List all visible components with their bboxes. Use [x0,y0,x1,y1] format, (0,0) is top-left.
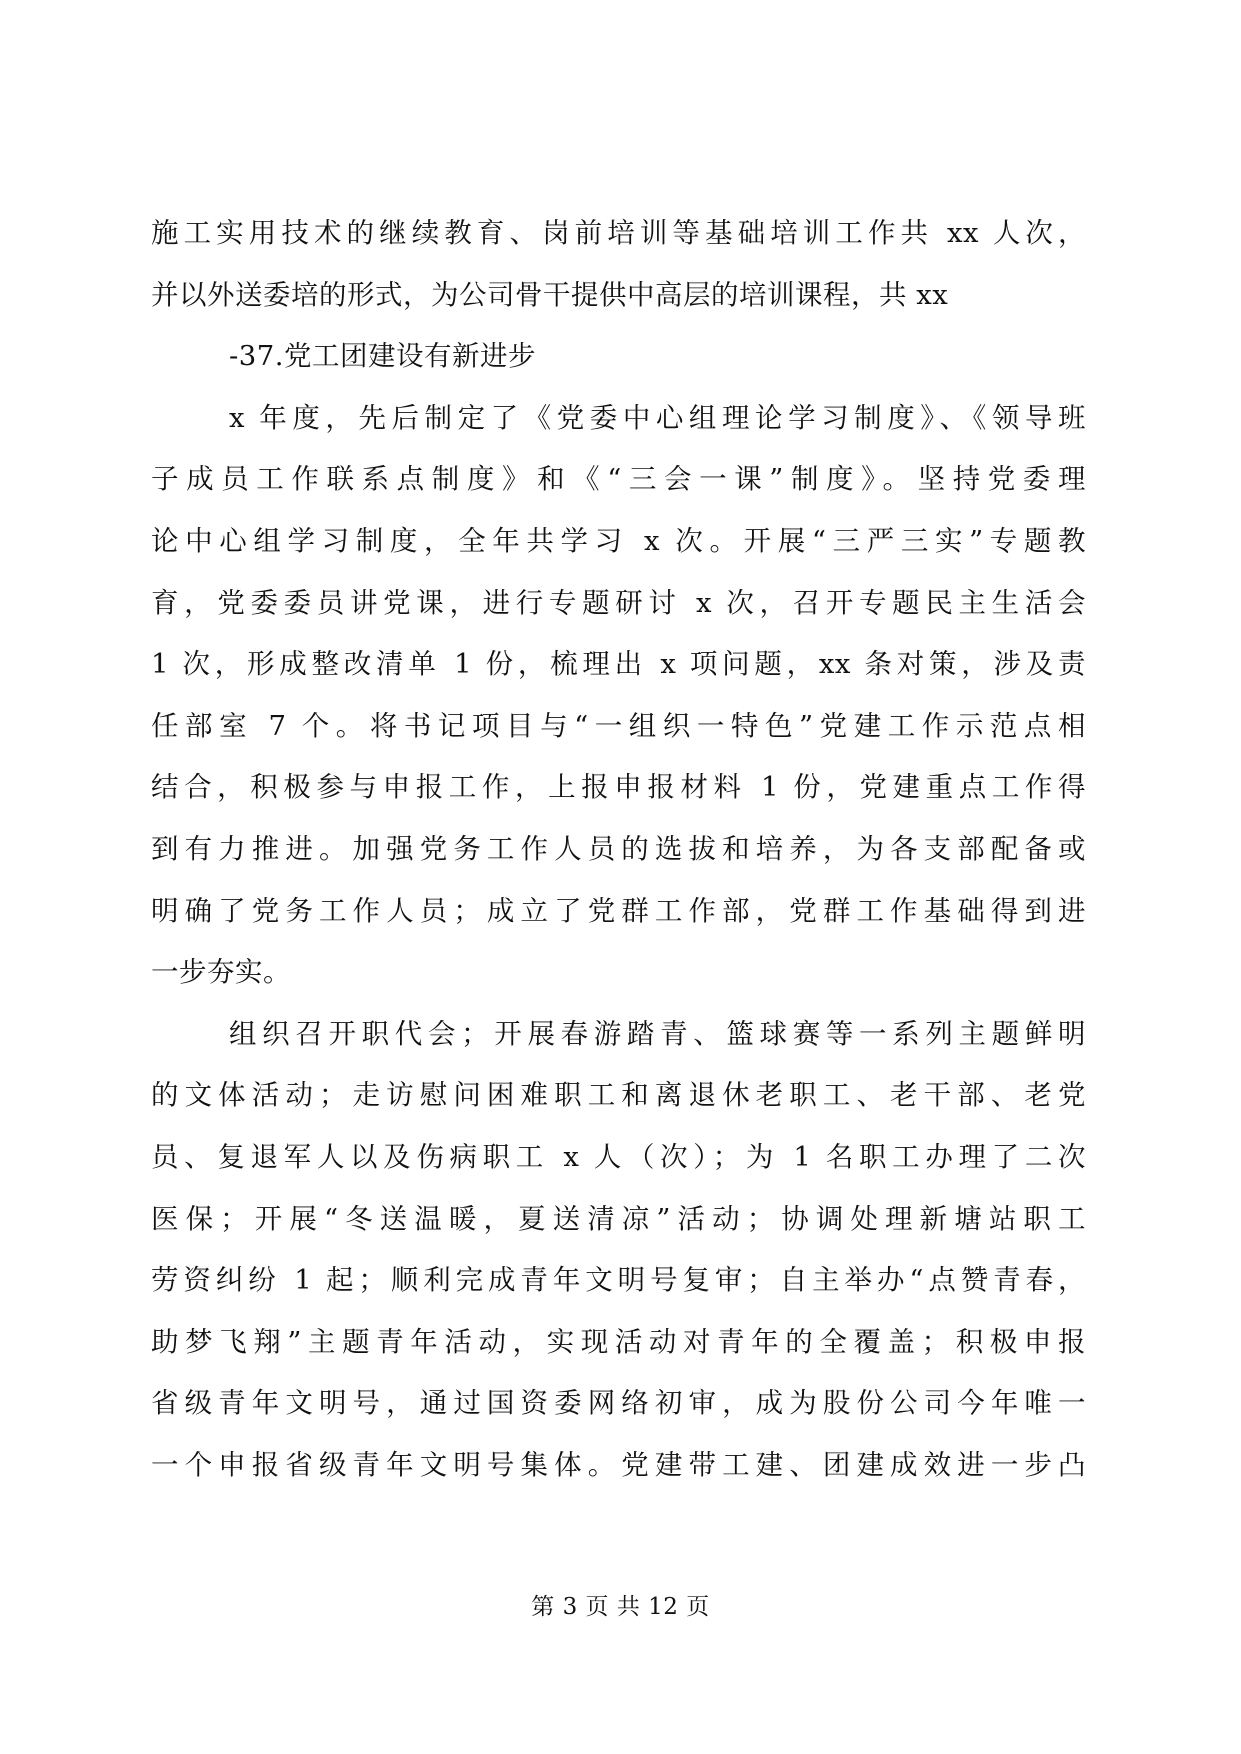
section-heading: -37.党工团建设有新进步 [229,340,537,373]
paragraph-last-line: 一步夯实。 [151,956,291,989]
body-line: 一个申报省级青年文明号集体。党建带工建、团建成效进一步凸 [151,1448,1086,1481]
page-number: 第 3 页 共 12 页 [531,1594,710,1620]
body-line: 的文体活动；走访慰问困难职工和离退休老职工、老干部、老党 [151,1079,1086,1112]
body-line: 任部室 7 个。将书记项目与“一组织一特色”党建工作示范点相 [151,709,1086,742]
body-line: 助梦飞翔”主题青年活动，实现活动对青年的全覆盖；积极申报 [151,1325,1086,1358]
body-line: 省级青年文明号，通过国资委网络初审，成为股份公司今年唯一 [151,1387,1086,1420]
body-line: 明确了党务工作人员；成立了党群工作部，党群工作基础得到进 [151,894,1086,927]
body-line: 医保；开展“冬送温暖，夏送清凉”活动；协调处理新塘站职工 [151,1202,1086,1235]
body-line: 施工实用技术的继续教育、岗前培训等基础培训工作共 xx 人次， [151,217,1086,249]
body-line: 论中心组学习制度，全年共学习 x 次。开展“三严三实”专题教 [151,524,1086,557]
paragraph-first-line: 组织召开职代会；开展春游踏青、篮球赛等一系列主题鲜明 [229,1017,1086,1050]
paragraph-first-line: x 年度，先后制定了《党委中心组理论学习制度》、《领导班 [229,401,1086,434]
body-line: 员、复退军人以及伤病职工 x 人（次）；为 1 名职工办理了二次 [151,1140,1086,1173]
body-line: 1 次，形成整改清单 1 份，梳理出 x 项问题，xx 条对策，涉及责 [151,648,1086,681]
body-line: 子成员工作联系点制度》和《“三会一课”制度》。坚持党委理 [151,463,1086,496]
body-line: 结合，积极参与申报工作，上报申报材料 1 份，党建重点工作得 [151,771,1086,804]
body-line: 劳资纠纷 1 起；顺利完成青年文明号复审；自主举办“点赞青春， [151,1264,1086,1297]
body-line: 并以外送委培的形式，为公司骨干提供中高层的培训课程，共 xx [151,278,949,311]
page-footer [0,1592,1241,1622]
document-body [151,203,1086,1496]
body-line: 到有力推进。加强党务工作人员的选拔和培养，为各支部配备或 [151,832,1086,865]
body-line: 育，党委委员讲党课，进行专题研讨 x 次，召开专题民主生活会 [151,586,1086,619]
